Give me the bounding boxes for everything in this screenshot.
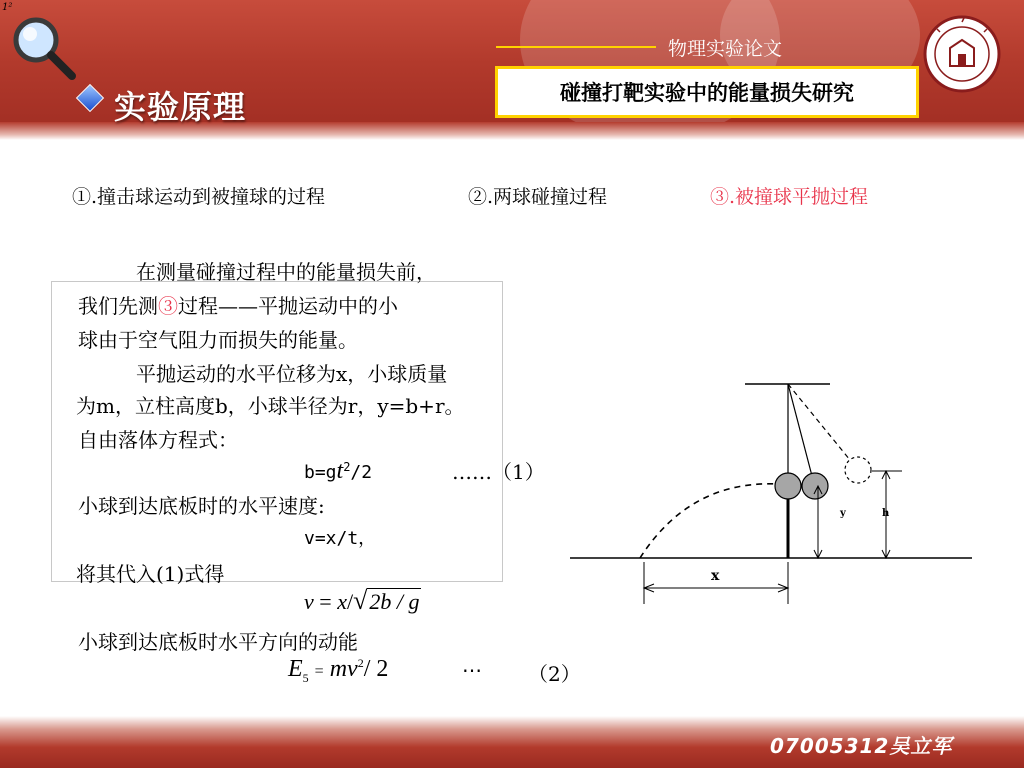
y-label: y [840, 508, 846, 519]
university-seal-icon [922, 14, 1002, 94]
p1-line1: 在测量碰撞过程中的能量损失前， [136, 260, 436, 284]
p1-line2-pre: 我们先测 [78, 294, 158, 318]
eq4-e: E [288, 656, 303, 682]
topic-title-box [495, 66, 919, 118]
p1-line2-post: 过程——平抛运动中的小 [178, 294, 398, 318]
eq4-equals: = [314, 663, 324, 680]
p1-line3: 球由于空气阻力而损失的能量。 [78, 328, 358, 352]
x-label: x [711, 568, 720, 584]
start-ball-outline [845, 457, 871, 483]
step-reference: ③ [158, 294, 178, 318]
p1-line2 [78, 290, 398, 319]
eq4-sub: 5 [302, 670, 309, 685]
eq4-mv: mv [329, 656, 358, 682]
p2-line2: 为m，立柱高度b，小球半径为r，y=b+r。 [76, 394, 465, 418]
equation-4-tag: （2） [528, 662, 581, 686]
eq3-x: x [337, 589, 347, 614]
equation-3 [304, 586, 421, 616]
eq1-exp: 2 [343, 460, 351, 474]
section-title: 实验原理 [114, 88, 247, 126]
projectile-diagram [560, 370, 980, 610]
magnifier-icon [8, 12, 78, 82]
equation-1 [304, 458, 372, 485]
step-3: ③.被撞球平抛过程 [710, 186, 869, 208]
step-1: ①.撞击球运动到被撞球的过程 [72, 186, 326, 208]
paper-type-label: 物理实验论文 [668, 38, 783, 60]
eq3-radicand: 2b / g [369, 589, 420, 614]
eq1-right: /2 [350, 462, 373, 483]
corner-mark: 1² [2, 2, 13, 13]
eq1-t: t [336, 458, 344, 484]
topic-title: 碰撞打靶实验中的能量损失研究 [560, 81, 854, 105]
struck-ball [775, 473, 801, 499]
paper-type-underline [496, 46, 656, 48]
p3-line1: 小球到达底板时的水平速度: [78, 494, 325, 518]
striking-ball [802, 473, 828, 499]
p3-line2: 将其代入(1)式得 [76, 562, 225, 586]
eq3-slash: / [346, 589, 354, 614]
sqrt-sign: √ [353, 586, 368, 615]
equation-1-tag: ……（1） [452, 460, 545, 484]
trajectory-path [640, 484, 778, 558]
equation-4 [288, 656, 388, 686]
p4-line1: 小球到达底板时水平方向的动能 [78, 630, 358, 654]
equation-2: v=x/t， [304, 528, 377, 549]
step-2: ②.两球碰撞过程 [468, 186, 608, 208]
eq4-div: / 2 [363, 656, 389, 682]
p2-line1: 平抛运动的水平位移为x，小球质量 [136, 362, 448, 386]
eq1-left: b=g [304, 462, 337, 483]
footer-author: 07005312吴立军 [770, 734, 953, 758]
eq4-dots: ⋯ [462, 658, 482, 682]
eq3-v: v [304, 589, 314, 614]
eq4-exp: 2 [357, 656, 364, 670]
h-label: h [882, 508, 890, 519]
p2-line3: 自由落体方程式： [78, 428, 238, 452]
eq3-equals: = [319, 589, 332, 614]
